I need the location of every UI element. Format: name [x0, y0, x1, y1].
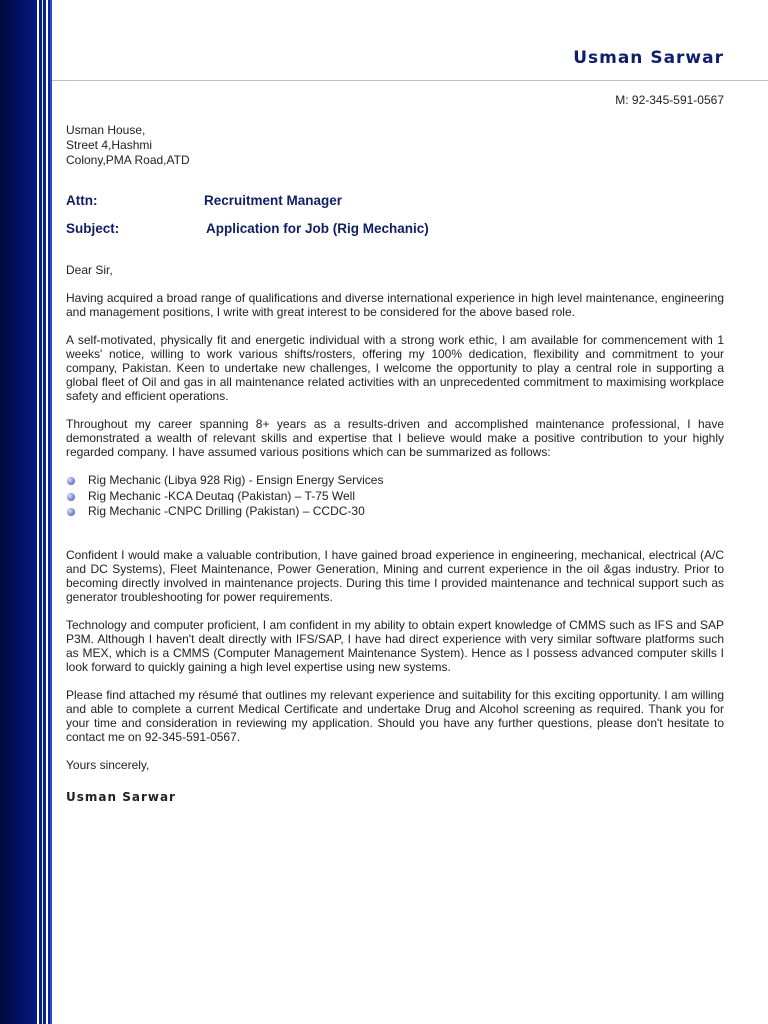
header-divider	[52, 80, 768, 81]
sender-address	[66, 123, 190, 168]
list-item	[66, 489, 724, 505]
bullet-icon	[67, 508, 75, 516]
band-stripe	[37, 0, 39, 1024]
paragraph: Technology and computer proficient, I am confident in my ability to obtain expert knowledge of CMMS such as IFS and SAP P3M. Although I haven't dealt directly with IFS/SAP, I have had direct experience with very similar software platforms such as MEX, which is a CMMS (Computer Management Maintenance System). Hence as I possess advanced computer skills I look forward to quickly gaining a high level expertise using new systems.	[66, 618, 724, 674]
signature: Usman Sarwar	[66, 790, 176, 804]
address-line: Colony,PMA Road,ATD	[66, 153, 190, 167]
list-item	[66, 473, 724, 489]
address-line: Usman House,	[66, 123, 146, 137]
bullet-icon	[67, 493, 75, 501]
mobile-number: M: 92-345-591-0567	[615, 93, 724, 107]
left-decorative-band	[0, 0, 52, 1024]
positions-list	[66, 473, 724, 520]
address-line: Street 4,Hashmi	[66, 138, 153, 152]
band-stripe	[46, 0, 48, 1024]
subject-value: Application for Job (Rig Mechanic)	[206, 221, 429, 236]
attn-value: Recruitment Manager	[204, 193, 343, 208]
closing: Yours sincerely,	[66, 758, 150, 772]
attn-label: Attn:	[66, 193, 98, 208]
position-text: Rig Mechanic -KCA Deutaq (Pakistan) – T-75 Well	[88, 488, 356, 503]
paragraph: A self-motivated, physically fit and energetic individual with a strong work ethic, I am available for commencement with 1 weeks' notice, willing to work various shifts/rosters, offering my 100% dedication, flexibility and commitment to your company, Pakistan. Keen to undertake new challenges, I welcome the opportunity to play a central role in supporting a global fleet of Oil and gas in all maintenance related activities with an unprecedented commitment to maximising workplace safety and efficient operations.	[66, 333, 724, 403]
position-text: Rig Mechanic (Libya 928 Rig) - Ensign Energy Services	[88, 473, 384, 487]
position-text: Rig Mechanic -CNPC Drilling (Pakistan) – CCDC-30	[88, 504, 365, 518]
paragraph: Confident I would make a valuable contribution, I have gained broad experience in engineering, mechanical, electrical (A/C and DC Systems), Fleet Maintenance, Power Generation, Mining and current experience in the oil &gas industry. Prior to becoming directly involved in maintenance projects. During this time I provided maintenance and technical support such as generator troubleshooting for power requirements.	[66, 548, 724, 604]
band-stripe	[42, 0, 43, 1024]
band-edge	[50, 0, 52, 1024]
header-name: Usman Sarwar	[573, 48, 724, 68]
paragraph: Please find attached my résumé that outlines my relevant experience and suitability for this exciting opportunity. I am willing and able to complete a current Medical Certificate and undertake Drug and Alcohol screening as required. Thank you for your time and consideration in reviewing my application. Should you have any further questions, please don't hesitate to contact me on 92-345-591-0567.	[66, 688, 724, 744]
subject-label: Subject:	[66, 221, 120, 236]
salutation: Dear Sir,	[66, 263, 113, 277]
paragraph: Throughout my career spanning 8+ years as a results-driven and accomplished maintenance professional, I have demonstrated a wealth of relevant skills and expertise that I believe would make a positive contribution to your highly regarded company. I have assumed various positions which can be summarized as follows:	[66, 417, 724, 459]
bullet-icon	[67, 477, 75, 485]
paragraph: Having acquired a broad range of qualifications and diverse international experience in high level maintenance, engineering and management positions, I write with great interest to be considered for the above based role.	[66, 291, 724, 319]
list-item	[66, 504, 724, 520]
